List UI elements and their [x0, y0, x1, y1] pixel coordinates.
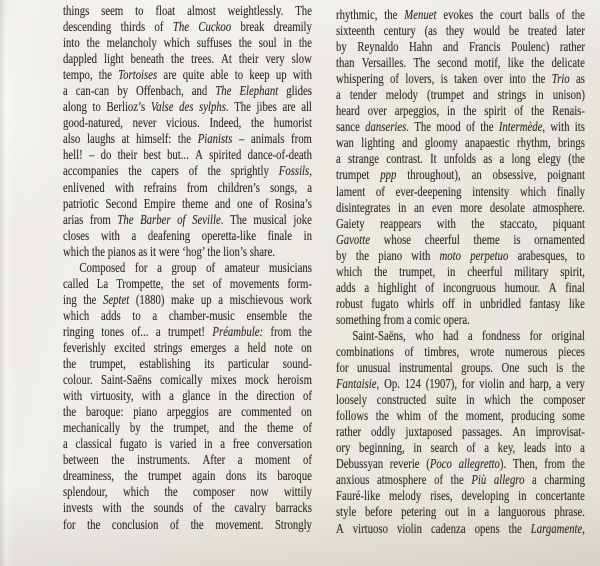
- text-line: sance danseries. The mood of the Intermède, with its: [336, 119, 585, 135]
- text-line: Composed for a group of amateur musicians: [79, 259, 312, 275]
- text-line: the trumpet, establishing its particular sound-: [63, 356, 312, 372]
- text-line: feverishly excited strings emerges a held note on: [63, 339, 312, 355]
- text-line: a tender melody (trumpet and strings in unison): [336, 87, 585, 103]
- text-line: adds a highlight of incongruous humour. A final: [336, 279, 585, 295]
- text-line: things seem to float almost weightlessly. The: [63, 3, 312, 18]
- text-line: the baroque: piano arpeggios are commented on: [63, 404, 312, 420]
- text-line: invests with the sounds of the cavalry barracks: [63, 500, 312, 516]
- text-line: robust fugato whirls off in unbridled fantasy like: [336, 295, 585, 311]
- text-line: accompanies the capers of the sprightly Fossils,: [63, 163, 312, 179]
- text-line: enlivened with refrains from children’s songs, a: [63, 179, 312, 195]
- text-line: mechanically by the trumpet, and the theme of: [63, 420, 312, 436]
- text-line: for unusual instrumental groups. One such is the: [336, 360, 585, 376]
- text-line: than Versailles. The second motif, like the delicate: [336, 55, 585, 71]
- text-line: Fantaisie, Op. 124 (1907), for violin and harp, a very: [336, 376, 585, 392]
- text-line: A virtuoso violin cadenza opens the Largamente,: [336, 520, 585, 536]
- text-line: good-natured, never vicious. Indeed, the humorist: [63, 115, 312, 131]
- text-line: Fauré-like melody rises, developing in concertante: [336, 488, 585, 504]
- text-line: disintegrates in an even more desolate atmosphere.: [336, 199, 585, 215]
- text-line: ing the Septet (1880) make up a mischievous work: [63, 291, 312, 307]
- text-line: combinations of timbres, wrote numerous pieces: [336, 343, 585, 359]
- text-line: colour. Saint-Saëns comically mixes mock heroism: [63, 372, 312, 388]
- text-line: called La Trompette, the set of movements form-: [63, 275, 312, 291]
- text-line: a classical fugato is varied in a free conversation: [63, 436, 312, 452]
- text-line: descending thirds of The Cuckoo break dreamily: [63, 19, 312, 35]
- text-line: rhythmic, the Menuet evokes the court balls of the: [336, 7, 585, 22]
- text-line: splendour, which the composer now wittily: [63, 484, 312, 500]
- text-line: anxious atmosphere of the Più allegro a charming: [336, 472, 585, 488]
- text-line: whispering of lovers, is taken over into the Trio as: [336, 71, 585, 87]
- text-line: heard over arpeggios, in the spirit of the Renais-: [336, 103, 585, 119]
- text-line: which adds to a chamber-music ensemble the: [63, 307, 312, 323]
- text-line: a strange contrast. It unfolds as a long elegy (the: [336, 151, 585, 167]
- text-line: with virtuosity, with a glance in the direction of: [63, 388, 312, 404]
- text-line: follows the whim of the moment, producing some: [336, 408, 585, 424]
- text-line: hell! – do their best but... A spirited dance-of-death: [63, 147, 312, 163]
- text-line: tempo, the Tortoises are quite able to keep up with: [63, 67, 312, 83]
- text-line: which the pianos as it were ‘hog’ the lion’s share.: [63, 243, 276, 259]
- text-line: between the instruments. After a moment of: [63, 452, 312, 468]
- text-line: Gavotte whose cheerful theme is ornamented: [336, 231, 585, 247]
- text-line: patriotic Second Empire theme and one of Rosina’s: [63, 195, 312, 211]
- text-line: also laughs at himself: the Pianists – animals from: [63, 131, 312, 147]
- page-gutter-shadow: [0, 0, 14, 566]
- text-line: into the melancholy which suffuses the soul in the: [63, 35, 312, 51]
- text-line: arias from The Barber of Seville. The musical joke: [63, 211, 312, 227]
- text-line: ory beginning, in search of a key, leads into a: [336, 440, 585, 456]
- text-line: style before petering out in a languorous phrase.: [336, 504, 585, 520]
- text-line: along to Berlioz’s Valse des sylphs. The jibes are all: [63, 99, 312, 115]
- left-column: [63, 3, 312, 533]
- text-line: which the trumpet, in cheerful military spirit,: [336, 263, 585, 279]
- text-line: lament of ever-deepening intensity which finally: [336, 183, 585, 199]
- text-line: rather oddly juxtaposed passages. An improvisat-: [336, 424, 585, 440]
- text-line: closes with a deafening operetta-like finale in: [63, 227, 312, 243]
- text-line: Debussyan reverie (Poco allegretto). Then, from the: [336, 456, 585, 472]
- text-line: trumpet ppp throughout), an obsessive, poignant: [336, 167, 585, 183]
- text-line: ringing tones of... a trumpet! Préambule: from the: [63, 323, 312, 339]
- text-line: sixteenth century (as they would be treated later: [336, 23, 585, 39]
- text-line: wan lighting and gloomy anapaestic rhythm, brings: [336, 135, 585, 151]
- text-line: a can-can by Offenbach, and The Elephant glides: [63, 83, 312, 99]
- text-line: by Reynaldo Hahn and Francis Poulenc) rather: [336, 39, 585, 55]
- text-line: dreaminess, the trumpet again dons its baroque: [63, 468, 312, 484]
- right-column: [336, 7, 585, 537]
- text-line: something from a comic opera.: [336, 311, 470, 327]
- text-line: by the piano with moto perpetuo arabesques, to: [336, 247, 585, 263]
- text-line: Gaiety reappears with the staccato, piquant: [336, 215, 585, 231]
- text-line: loosely constructed suite in which the composer: [336, 392, 585, 408]
- text-line: dappled light beneath the trees. At their very slow: [63, 51, 312, 67]
- text-line: Saint-Saëns, who had a fondness for original: [352, 327, 585, 343]
- text-line: for the conclusion of the movement. Strongly: [63, 516, 312, 532]
